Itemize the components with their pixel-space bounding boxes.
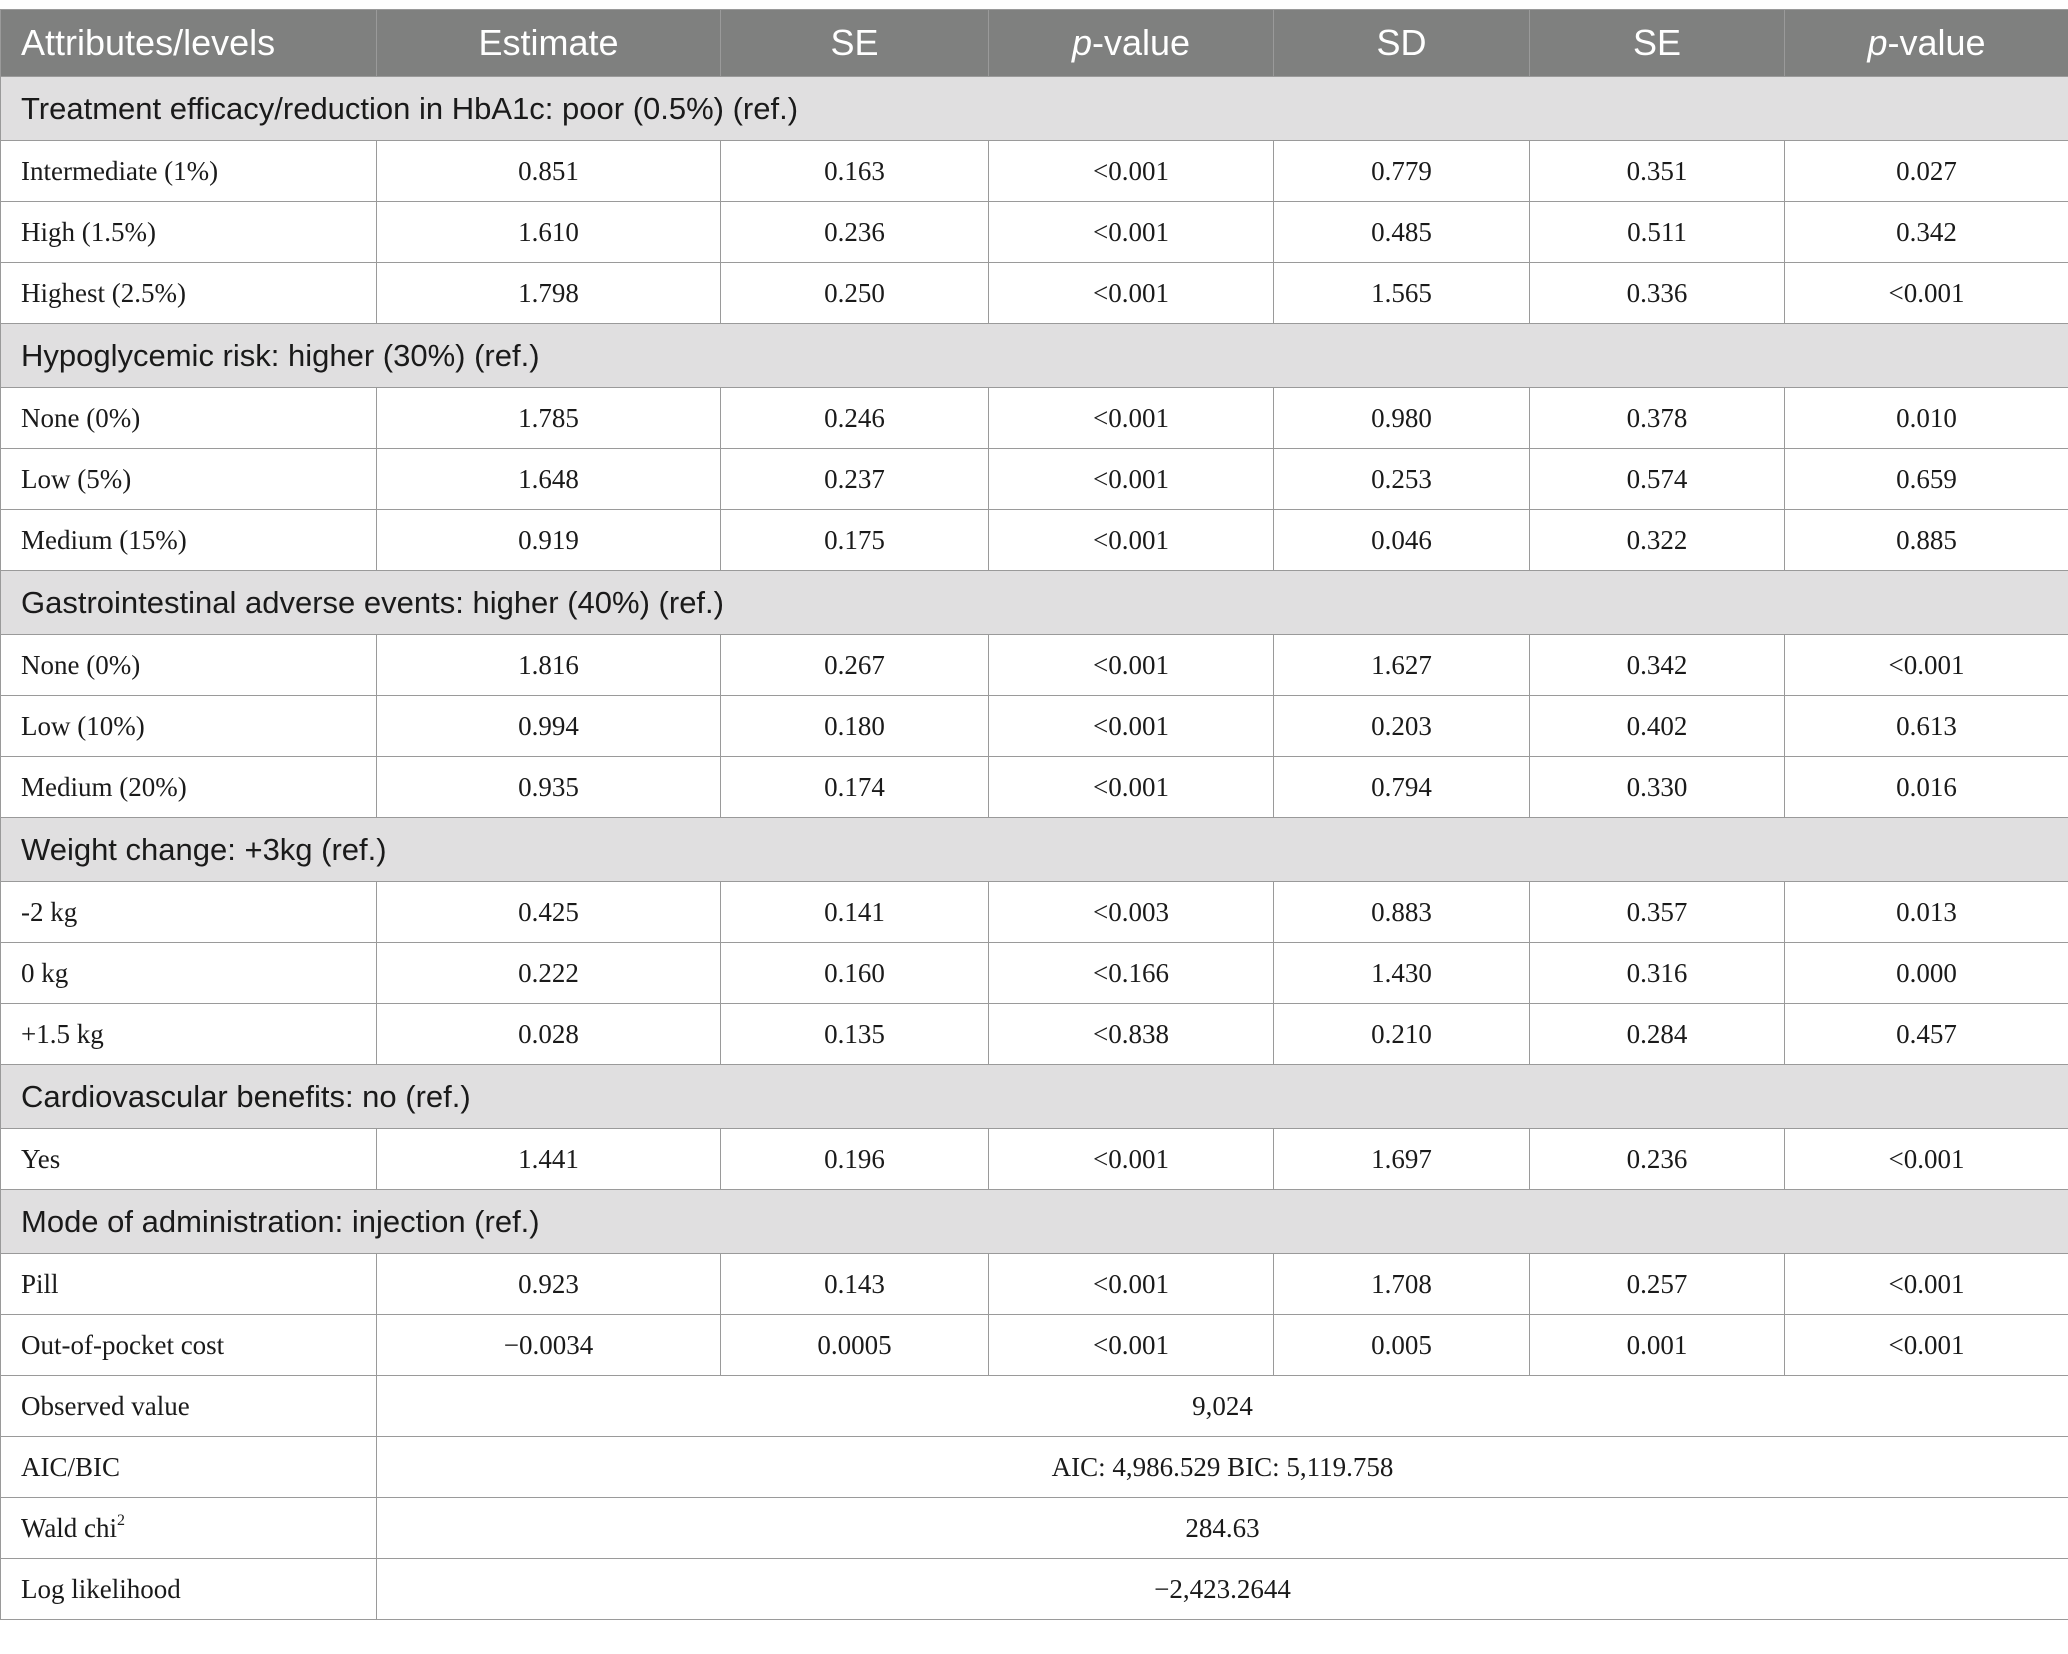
p-value-cell: <0.001 <box>989 635 1274 696</box>
p-value-sd-cell: <0.001 <box>1785 1129 2068 1190</box>
sd-cell: 0.210 <box>1274 1004 1530 1065</box>
se-cell: 0.267 <box>721 635 989 696</box>
level-label: Pill <box>1 1254 377 1315</box>
p-value-sd-cell: 0.013 <box>1785 882 2068 943</box>
p-value-sd-cell: <0.001 <box>1785 635 2068 696</box>
estimate-cell: 1.816 <box>377 635 721 696</box>
se-cell: 0.174 <box>721 757 989 818</box>
estimate-cell: 0.028 <box>377 1004 721 1065</box>
summary-row <box>1 1498 2068 1559</box>
header-p-value <box>989 10 1274 77</box>
estimate-cell: −0.0034 <box>377 1315 721 1376</box>
p-value-cell: <0.001 <box>989 1254 1274 1315</box>
se-sd-cell: 0.351 <box>1530 141 1785 202</box>
p-value-cell: <0.001 <box>989 449 1274 510</box>
sd-cell: 0.253 <box>1274 449 1530 510</box>
se-sd-cell: 0.316 <box>1530 943 1785 1004</box>
estimate-cell: 1.441 <box>377 1129 721 1190</box>
p-value-cell: <0.001 <box>989 141 1274 202</box>
estimate-cell: 1.610 <box>377 202 721 263</box>
level-label: Intermediate (1%) <box>1 141 377 202</box>
p-value-cell: <0.166 <box>989 943 1274 1004</box>
p-value-sd-cell: 0.659 <box>1785 449 2068 510</box>
sd-cell: 1.565 <box>1274 263 1530 324</box>
summary-value: AIC: 4,986.529 BIC: 5,119.758 <box>377 1437 2068 1498</box>
sd-cell: 0.779 <box>1274 141 1530 202</box>
table-row <box>1 1004 2068 1065</box>
se-cell: 0.143 <box>721 1254 989 1315</box>
summary-value: 284.63 <box>377 1498 2068 1559</box>
level-label: Yes <box>1 1129 377 1190</box>
estimate-cell: 1.785 <box>377 388 721 449</box>
summary-row <box>1 1559 2068 1620</box>
se-sd-cell: 0.336 <box>1530 263 1785 324</box>
level-label: Out-of-pocket cost <box>1 1315 377 1376</box>
table-row <box>1 696 2068 757</box>
table-row <box>1 263 2068 324</box>
se-cell: 0.175 <box>721 510 989 571</box>
level-label: 0 kg <box>1 943 377 1004</box>
se-sd-cell: 0.402 <box>1530 696 1785 757</box>
table-row <box>1 388 2068 449</box>
estimate-cell: 0.935 <box>377 757 721 818</box>
summary-label-cell <box>1 1437 377 1498</box>
summary-value: −2,423.2644 <box>377 1559 2068 1620</box>
p-value-sd-cell: <0.001 <box>1785 1254 2068 1315</box>
sd-cell: 1.708 <box>1274 1254 1530 1315</box>
header-p-letter: p <box>1071 22 1092 63</box>
header-p-value-sd <box>1785 10 2068 77</box>
table-row <box>1 510 2068 571</box>
sd-cell: 0.046 <box>1274 510 1530 571</box>
sd-cell: 0.203 <box>1274 696 1530 757</box>
section-header-row <box>1 818 2068 882</box>
sd-cell: 0.980 <box>1274 388 1530 449</box>
se-sd-cell: 0.574 <box>1530 449 1785 510</box>
p-value-sd-cell: 0.027 <box>1785 141 2068 202</box>
section-title: Treatment efficacy/reduction in HbA1c: poor (0.5%) (ref.) <box>1 77 2068 141</box>
section-title: Weight change: +3kg (ref.) <box>1 818 2068 882</box>
p-value-sd-cell: 0.457 <box>1785 1004 2068 1065</box>
summary-label-cell <box>1 1376 377 1437</box>
table-row <box>1 882 2068 943</box>
se-sd-cell: 0.284 <box>1530 1004 1785 1065</box>
sd-cell: 0.794 <box>1274 757 1530 818</box>
p-value-cell: <0.001 <box>989 1129 1274 1190</box>
se-cell: 0.246 <box>721 388 989 449</box>
estimate-cell: 0.994 <box>377 696 721 757</box>
table-body <box>1 77 2068 1620</box>
sd-cell: 0.883 <box>1274 882 1530 943</box>
summary-label: Wald chi <box>21 1513 118 1543</box>
table-row <box>1 1254 2068 1315</box>
p-value-sd-cell: 0.613 <box>1785 696 2068 757</box>
se-sd-cell: 0.378 <box>1530 388 1785 449</box>
se-cell: 0.236 <box>721 202 989 263</box>
section-title: Cardiovascular benefits: no (ref.) <box>1 1065 2068 1129</box>
results-table <box>0 9 2068 1620</box>
estimate-cell: 0.919 <box>377 510 721 571</box>
p-value-cell: <0.001 <box>989 1315 1274 1376</box>
table-row <box>1 635 2068 696</box>
section-title: Hypoglycemic risk: higher (30%) (ref.) <box>1 324 2068 388</box>
table-row <box>1 141 2068 202</box>
estimate-cell: 0.851 <box>377 141 721 202</box>
header-se: SE <box>721 10 989 77</box>
p-value-sd-cell: 0.885 <box>1785 510 2068 571</box>
se-cell: 0.163 <box>721 141 989 202</box>
se-cell: 0.160 <box>721 943 989 1004</box>
p-value-cell: <0.001 <box>989 696 1274 757</box>
summary-label: Log likelihood <box>21 1573 181 1604</box>
header-sd: SD <box>1274 10 1530 77</box>
se-sd-cell: 0.001 <box>1530 1315 1785 1376</box>
p-value-cell: <0.001 <box>989 510 1274 571</box>
section-header-row <box>1 1065 2068 1129</box>
sd-cell: 1.627 <box>1274 635 1530 696</box>
p-value-cell: <0.001 <box>989 388 1274 449</box>
header-attributes: Attributes/levels <box>1 10 377 77</box>
p-value-sd-cell: 0.342 <box>1785 202 2068 263</box>
se-cell: 0.135 <box>721 1004 989 1065</box>
header-p-suffix: -value <box>1091 22 1191 63</box>
p-value-sd-cell: 0.016 <box>1785 757 2068 818</box>
table-row <box>1 1129 2068 1190</box>
p-value-cell: <0.001 <box>989 202 1274 263</box>
level-label: Low (10%) <box>1 696 377 757</box>
summary-label-cell <box>1 1498 377 1559</box>
se-cell: 0.237 <box>721 449 989 510</box>
level-label: High (1.5%) <box>1 202 377 263</box>
table-row <box>1 1315 2068 1376</box>
summary-value: 9,024 <box>377 1376 2068 1437</box>
se-cell: 0.196 <box>721 1129 989 1190</box>
table-row <box>1 757 2068 818</box>
sd-cell: 1.430 <box>1274 943 1530 1004</box>
p-value-cell: <0.838 <box>989 1004 1274 1065</box>
p-value-sd-cell: <0.001 <box>1785 1315 2068 1376</box>
section-title: Gastrointestinal adverse events: higher (40%) (ref.) <box>1 571 2068 635</box>
summary-label: Observed value <box>21 1390 190 1421</box>
estimate-cell: 0.222 <box>377 943 721 1004</box>
sd-cell: 0.485 <box>1274 202 1530 263</box>
section-header-row <box>1 1190 2068 1254</box>
se-sd-cell: 0.322 <box>1530 510 1785 571</box>
se-cell: 0.0005 <box>721 1315 989 1376</box>
header-p-letter: p <box>1867 22 1888 63</box>
se-sd-cell: 0.511 <box>1530 202 1785 263</box>
p-value-cell: <0.001 <box>989 263 1274 324</box>
p-value-sd-cell: 0.000 <box>1785 943 2068 1004</box>
p-value-cell: <0.003 <box>989 882 1274 943</box>
header-row <box>1 10 2068 77</box>
level-label: +1.5 kg <box>1 1004 377 1065</box>
p-value-sd-cell: 0.010 <box>1785 388 2068 449</box>
level-label: Low (5%) <box>1 449 377 510</box>
estimate-cell: 0.923 <box>377 1254 721 1315</box>
level-label: None (0%) <box>1 635 377 696</box>
summary-row <box>1 1376 2068 1437</box>
level-label: -2 kg <box>1 882 377 943</box>
se-cell: 0.141 <box>721 882 989 943</box>
se-cell: 0.250 <box>721 263 989 324</box>
level-label: None (0%) <box>1 388 377 449</box>
se-sd-cell: 0.257 <box>1530 1254 1785 1315</box>
table-row <box>1 202 2068 263</box>
header-estimate: Estimate <box>377 10 721 77</box>
section-header-row <box>1 324 2068 388</box>
se-sd-cell: 0.330 <box>1530 757 1785 818</box>
se-sd-cell: 0.357 <box>1530 882 1785 943</box>
estimate-cell: 1.798 <box>377 263 721 324</box>
summary-label-superscript: 2 <box>117 1512 126 1529</box>
estimate-cell: 1.648 <box>377 449 721 510</box>
header-se-sd: SE <box>1530 10 1785 77</box>
se-sd-cell: 0.236 <box>1530 1129 1785 1190</box>
summary-row <box>1 1437 2068 1498</box>
se-sd-cell: 0.342 <box>1530 635 1785 696</box>
p-value-cell: <0.001 <box>989 757 1274 818</box>
level-label: Highest (2.5%) <box>1 263 377 324</box>
section-header-row <box>1 77 2068 141</box>
estimate-cell: 0.425 <box>377 882 721 943</box>
table-row <box>1 449 2068 510</box>
table-row <box>1 943 2068 1004</box>
se-cell: 0.180 <box>721 696 989 757</box>
summary-label: AIC/BIC <box>21 1451 121 1482</box>
section-header-row <box>1 571 2068 635</box>
level-label: Medium (15%) <box>1 510 377 571</box>
sd-cell: 0.005 <box>1274 1315 1530 1376</box>
summary-label-cell <box>1 1559 377 1620</box>
level-label: Medium (20%) <box>1 757 377 818</box>
header-p-suffix: -value <box>1887 22 1986 63</box>
section-title: Mode of administration: injection (ref.) <box>1 1190 2068 1254</box>
p-value-sd-cell: <0.001 <box>1785 263 2068 324</box>
sd-cell: 1.697 <box>1274 1129 1530 1190</box>
